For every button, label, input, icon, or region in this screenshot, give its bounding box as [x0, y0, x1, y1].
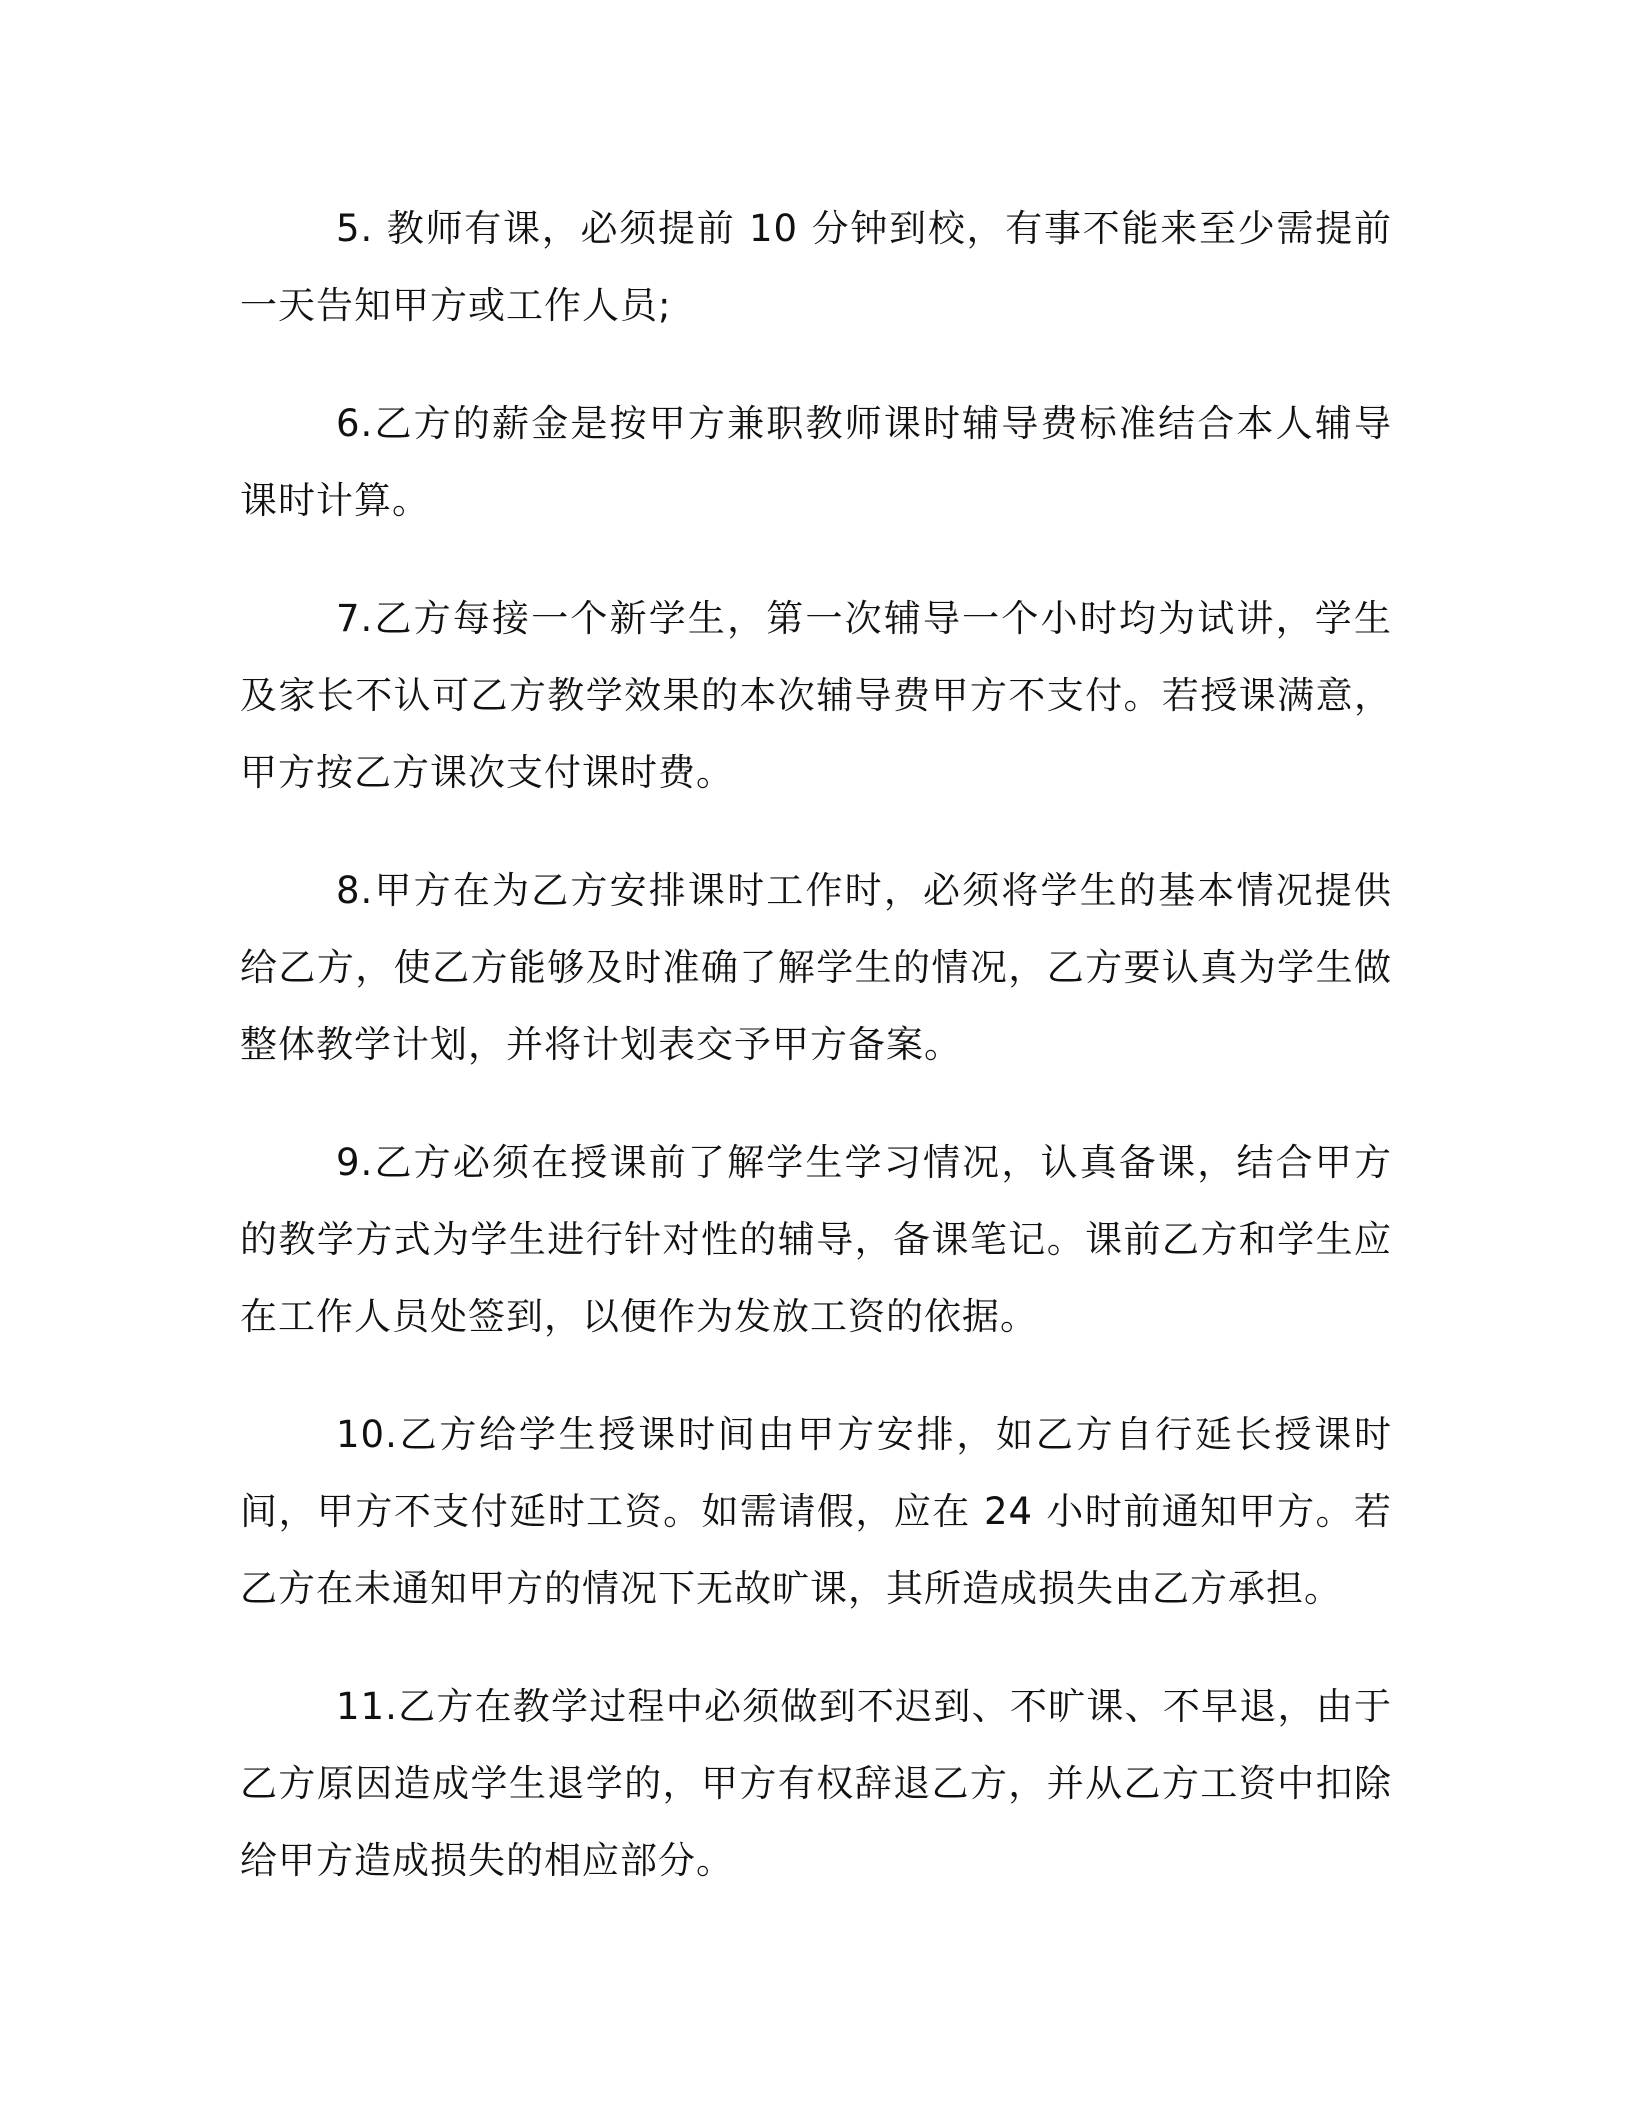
clause-8: 8.甲方在为乙方安排课时工作时，必须将学生的基本情况提供给乙方，使乙方能够及时准确了解学生的情况，乙方要认真为学生做整体教学计划，并将计划表交予甲方备案。: [240, 869, 1392, 1066]
clause-7: 7.乙方每接一个新学生，第一次辅导一个小时均为试讲，学生及家长不认可乙方教学效果的本次辅导费甲方不支付。若授课满意，甲方按乙方课次支付课时费。: [240, 597, 1392, 794]
clause-9: 9.乙方必须在授课前了解学生学习情况，认真备课，结合甲方的教学方式为学生进行针对性的辅导，备课笔记。课前乙方和学生应在工作人员处签到，以便作为发放工资的依据。: [240, 1141, 1392, 1338]
clause-10: 10.乙方给学生授课时间由甲方安排，如乙方自行延长授课时间，甲方不支付延时工资。如需请假，应在 24 小时前通知甲方。若乙方在未通知甲方的情况下无故旷课，其所造成损失由乙方承担。: [240, 1413, 1392, 1610]
clause-11: 11.乙方在教学过程中必须做到不迟到、不旷课、不早退，由于乙方原因造成学生退学的，甲方有权辞退乙方，并从乙方工资中扣除给甲方造成损失的相应部分。: [240, 1685, 1392, 1882]
document-body: [240, 190, 1392, 1940]
clause-6: 6.乙方的薪金是按甲方兼职教师课时辅导费标准结合本人辅导课时计算。: [240, 402, 1392, 522]
clause-5: 5. 教师有课，必须提前 10 分钟到校，有事不能来至少需提前一天告知甲方或工作人员;: [240, 207, 1392, 327]
